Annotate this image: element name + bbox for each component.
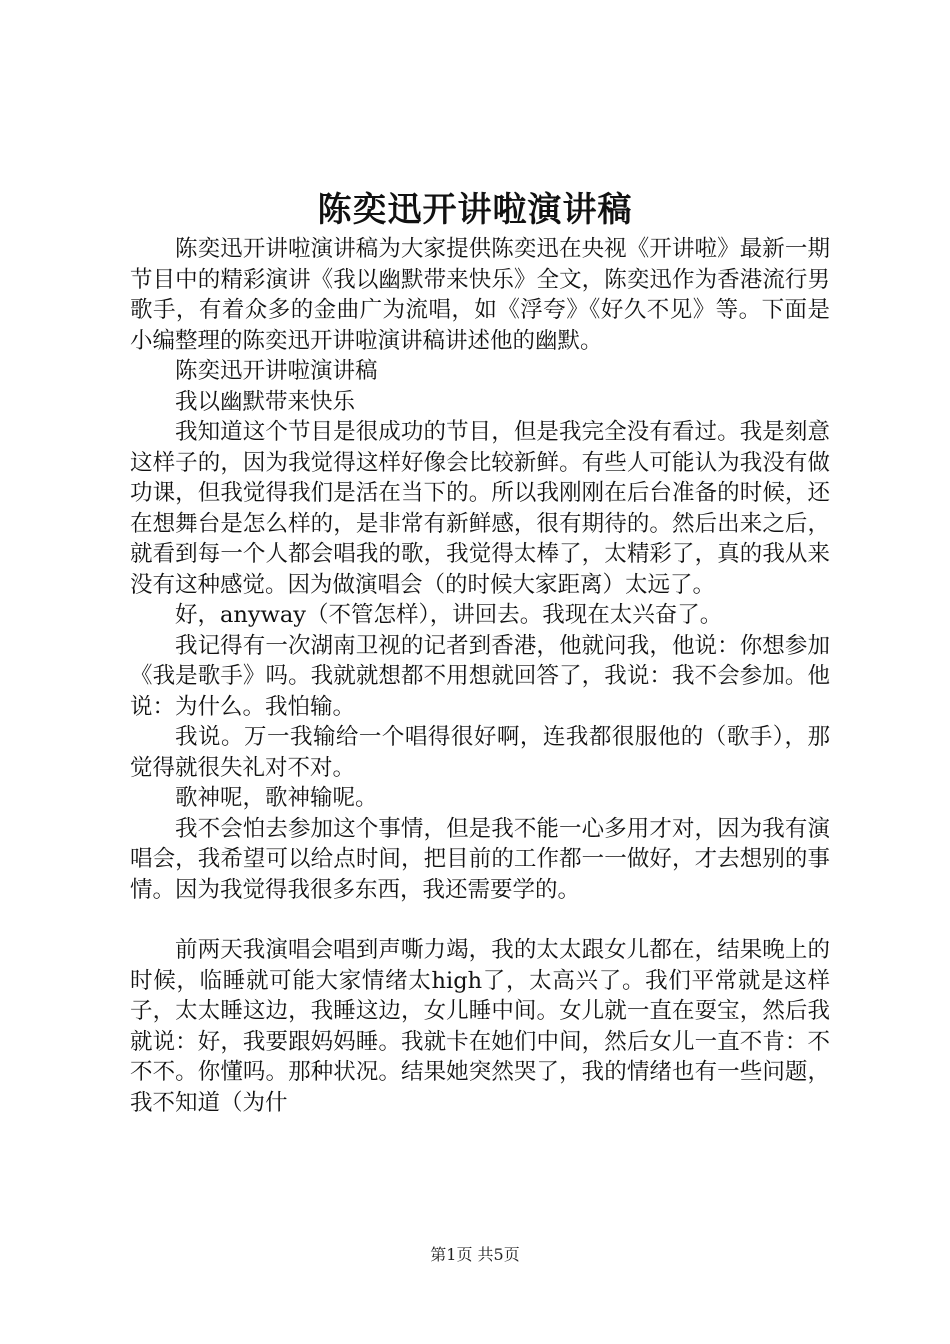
- paragraph: 我说。万一我输给一个唱得很好啊，连我都很服他的（歌手），那觉得就很失礼对不对。: [130, 724, 830, 781]
- paragraph: 我以幽默带来快乐: [175, 388, 356, 415]
- paragraph: 好，anyway（不管怎样），讲回去。我现在太兴奋了。: [175, 602, 723, 628]
- paragraph: 陈奕迅开讲啦演讲稿为大家提供陈奕迅在央视《开讲啦》最新一期节目中的精彩演讲《我以幽默带来快乐》全文，陈奕迅作为香港流行男歌手，有着众多的金曲广为流唱，如《浮夸》《好久不见》等。下面是小编整理的陈奕迅开讲啦演讲稿讲述他的幽默。: [130, 236, 830, 354]
- page-number: 第1页 共5页: [430, 1245, 520, 1264]
- paragraph: 前两天我演唱会唱到声嘶力竭，我的太太跟女儿都在，结果晚上的时候，临睡就可能大家情绪太high了，太高兴了。我们平常就是这样子，太太睡这边，我睡这边，女儿睡中间。女儿就一直在耍宝，然后我就说：好，我要跟妈妈睡。我就卡在她们中间，然后女儿一直不肯：不不不。你懂吗。那种状况。结果她突然哭了，我的情绪也有一些问题，我不知道（为什: [130, 937, 830, 1116]
- paragraph: 歌神呢，歌神输呢。: [175, 785, 378, 811]
- paragraph: 我知道这个节目是很成功的节目，但是我完全没有看过。我是刻意这样子的，因为我觉得这样好像会比较新鲜。有些人可能认为我没有做功课，但我觉得我们是活在当下的。所以我刚刚在后台准备的时候，还在想舞台是怎么样的，是非常有新鲜感，很有期待的。然后出来之后，就看到每一个人都会唱我的歌，我觉得太棒了，太精彩了，真的我从来没有这种感觉。因为做演唱会（的时候大家距离）太远了。: [130, 419, 830, 598]
- paragraph: 陈奕迅开讲啦演讲稿: [175, 358, 378, 384]
- document-title: 陈奕迅开讲啦演讲稿: [317, 190, 633, 230]
- document-body: [130, 234, 830, 1118]
- paragraph: 我记得有一次湖南卫视的记者到香港，他就问我，他说：你想参加《我是歌手》吗。我就就想都不用想就回答了，我说：我不会参加。他说：为什么。我怕输。: [130, 632, 830, 720]
- paragraph: 我不会怕去参加这个事情，但是我不能一心多用才对，因为我有演唱会，我希望可以给点时间，把目前的工作都一一做好，才去想别的事情。因为我觉得我很多东西，我还需要学的。: [130, 815, 830, 903]
